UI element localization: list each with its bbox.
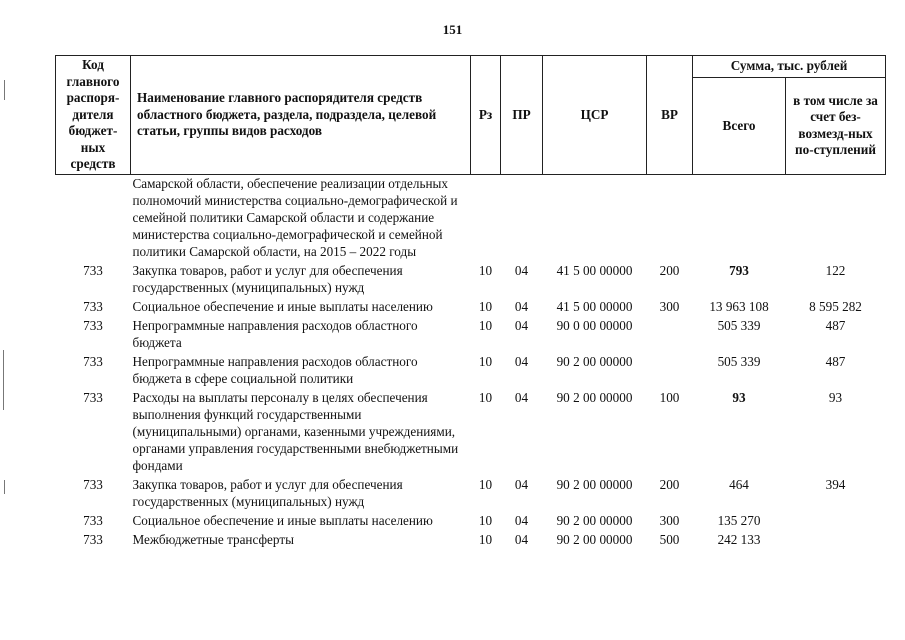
cell-pr: 04	[514, 476, 529, 492]
header-rz: Рз	[471, 56, 501, 175]
header-sum-group: Сумма, тыс. рублей	[693, 56, 886, 78]
cell-rz: 10	[478, 389, 493, 405]
cell-csr: 90 0 00 00000	[556, 317, 633, 333]
cell-csr: 90 2 00 00000	[556, 389, 633, 405]
cell-free: 8 595 282	[809, 298, 862, 314]
cell-free: 122	[825, 262, 846, 278]
cell-name: Расходы на выплаты персоналу в целях обеспечения выполнения функций государственными (муниципальными) органами, казенными учреждениями, органами управления государственными внебюджетными фондами	[132, 389, 459, 473]
cell-name: Непрограммные направления расходов областного бюджета	[132, 317, 418, 350]
cell-pr: 04	[514, 353, 529, 369]
cell-rz: 10	[478, 317, 493, 333]
cell-rz: 10	[478, 512, 493, 528]
scan-artifact	[3, 350, 4, 410]
table-row	[56, 351, 886, 387]
header-total: Всего	[693, 78, 786, 175]
cell-pr: 04	[514, 298, 529, 314]
cell-vr: 500	[659, 531, 680, 547]
cell-free	[786, 510, 886, 529]
cell-total: 13 963 108	[709, 298, 769, 314]
cell-pr: 04	[514, 389, 529, 405]
cell-csr: 41 5 00 00000	[556, 262, 633, 278]
cell-rz: 10	[478, 262, 493, 278]
cell-csr: 90 2 00 00000	[556, 353, 633, 369]
cell-csr: 90 2 00 00000	[556, 512, 633, 528]
table-row	[56, 296, 886, 315]
cell-vr: 300	[659, 298, 680, 314]
header-free: в том числе за счет без-возмезд-ных по-ступлений	[786, 78, 886, 175]
cell-rz: 10	[478, 353, 493, 369]
cell-total: 135 270	[717, 512, 761, 528]
header-pr: ПР	[501, 56, 543, 175]
cell-code: 733	[83, 262, 103, 278]
cell-name: Социальное обеспечение и иные выплаты населению	[132, 512, 433, 528]
header-csr: ЦСР	[543, 56, 647, 175]
cell-code: 733	[83, 531, 103, 547]
header-code: Код главного распоря-дителя бюджет-ных средств	[56, 56, 131, 175]
cell-total: 793	[729, 262, 749, 278]
table-body	[56, 174, 886, 548]
table-row	[56, 510, 886, 529]
cell-code: 733	[83, 476, 103, 492]
cell-free: 394	[825, 476, 846, 492]
cell-total: 93	[732, 389, 746, 405]
table-row	[56, 387, 886, 474]
cell-vr	[647, 315, 693, 351]
cell-free: 93	[828, 389, 843, 405]
cell-free: 487	[825, 317, 846, 333]
cell-code: 733	[83, 512, 103, 528]
cell-pr: 04	[514, 262, 529, 278]
table-row	[56, 315, 886, 351]
cell-code: 733	[83, 389, 103, 405]
header-name: Наименование главного распорядителя средств областного бюджета, раздела, подраздела, целевой статьи, группы видов расходов	[131, 56, 471, 175]
page-number: 151	[442, 22, 463, 37]
table-row	[56, 474, 886, 510]
cell-free	[786, 529, 886, 548]
table-header	[56, 56, 886, 175]
cell-total: 505 339	[717, 353, 761, 369]
cell-free: 487	[825, 353, 846, 369]
scan-artifact	[4, 80, 5, 100]
cell-total: 464	[729, 476, 749, 492]
cell-rz: 10	[478, 298, 493, 314]
cell-vr: 200	[659, 262, 680, 278]
table-row-continuation	[56, 174, 886, 260]
cell-pr: 04	[514, 317, 529, 333]
table-row	[56, 260, 886, 296]
cell-pr: 04	[514, 531, 529, 547]
cell-code: 733	[83, 298, 103, 314]
cell-name: Непрограммные направления расходов областного бюджета в сфере социальной политики	[132, 353, 418, 386]
table-row	[56, 529, 886, 548]
cell-rz: 10	[478, 531, 493, 547]
scan-artifact	[4, 480, 5, 494]
cell-vr	[647, 351, 693, 387]
header-vr: ВР	[647, 56, 693, 175]
cell-code: 733	[83, 317, 103, 333]
cell-vr: 300	[659, 512, 680, 528]
cell-name: Социальное обеспечение и иные выплаты населению	[132, 298, 433, 314]
cell-name: Закупка товаров, работ и услуг для обеспечения государственных (муниципальных) нужд	[132, 476, 403, 509]
cell-total: 505 339	[717, 317, 761, 333]
cell-vr: 100	[659, 389, 680, 405]
budget-table	[55, 55, 886, 548]
cell-name: Межбюджетные трансферты	[132, 531, 294, 547]
cell-name: Закупка товаров, работ и услуг для обеспечения государственных (муниципальных) нужд	[132, 262, 403, 295]
cell-total: 242 133	[717, 531, 761, 547]
cell-csr: 90 2 00 00000	[556, 531, 633, 547]
continuation-text: Самарской области, обеспечение реализации отдельных полномочий министерства социально-демографической и семейной политики Самарской области и содержание министерства социально-демографической и семейной политики Самарской области, на 2015 – 2022 годы	[132, 175, 458, 259]
cell-vr: 200	[659, 476, 680, 492]
cell-code: 733	[83, 353, 103, 369]
cell-pr: 04	[514, 512, 529, 528]
cell-csr: 41 5 00 00000	[556, 298, 633, 314]
cell-csr: 90 2 00 00000	[556, 476, 633, 492]
cell-rz: 10	[478, 476, 493, 492]
